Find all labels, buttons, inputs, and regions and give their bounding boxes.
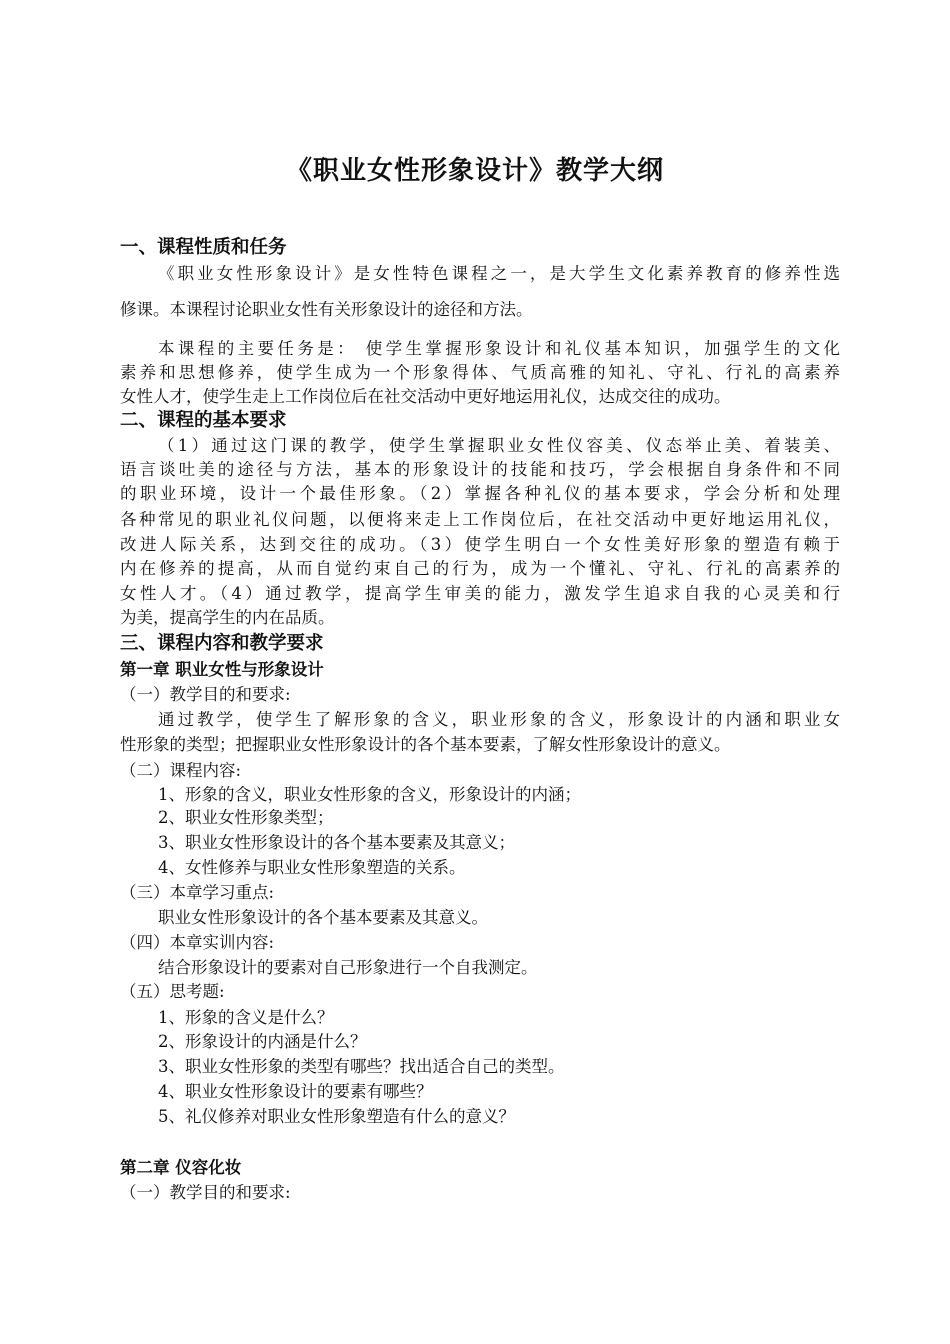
- paragraph-line: 为美，提高学生的内在品质。: [120, 608, 335, 627]
- paragraph-line: 修课。本课程讨论职业女性有关形象设计的途径和方法。: [120, 300, 533, 319]
- paragraph-line: 改进人际关系，达到交往的成功。（3）使学生明白一个女性美好形象的塑造有赖于: [120, 535, 840, 554]
- paragraph-line: 内在修养的提高，从而自觉约束自己的行为，成为一个懂礼、守礼、行礼的高素养的: [120, 559, 840, 578]
- list-item: 4、女性修养与职业女性形象塑造的关系。: [158, 858, 466, 877]
- paragraph-line: 职业女性形象设计的各个基本要素及其意义。: [158, 908, 488, 927]
- list-item: 3、职业女性形象的类型有哪些？找出适合自己的类型。: [158, 1057, 565, 1076]
- paragraph-line: 语言谈吐美的途径与方法，基本的形象设计的技能和技巧，学会根据自身条件和不同: [120, 460, 840, 479]
- subsection-label: （一）教学目的和要求:: [120, 1183, 291, 1202]
- chapter-2-heading: 第二章 仪容化妆: [120, 1158, 242, 1177]
- list-item: 2、形象设计的内涵是什么？: [158, 1032, 367, 1051]
- paragraph-line: 结合形象设计的要素对自己形象进行一个自我测定。: [158, 958, 538, 977]
- list-item: 1、形象的含义是什么？: [158, 1008, 334, 1027]
- subsection-label: （五）思考题:: [120, 982, 225, 1001]
- paragraph-line: 各种常见的职业礼仪问题，以便将来走上工作岗位后，在社交活动中更好地运用礼仪，: [120, 510, 840, 529]
- list-item: 4、职业女性形象设计的要素有哪些？: [158, 1082, 433, 1101]
- paragraph-line: 女性人才，使学生走上工作岗位后在社交活动中更好地运用礼仪，达成交往的成功。: [120, 387, 731, 406]
- paragraph-line: （1）通过这门课的教学，使学生掌握职业女性仪容美、仪态举止美、着装美、: [158, 436, 840, 455]
- section-1-heading: 一、课程性质和任务: [120, 237, 287, 258]
- list-item: 5、礼仪修养对职业女性形象塑造有什么的意义？: [158, 1107, 515, 1126]
- paragraph-line: 素养和思想修养，使学生成为一个形象得体、气质高雅的知礼、守礼、行礼的高素养: [120, 363, 840, 382]
- document-title: 《职业女性形象设计》教学大纲: [285, 156, 664, 186]
- section-2-heading: 二、课程的基本要求: [120, 410, 287, 431]
- paragraph-line: 的职业环境，设计一个最佳形象。（2）掌握各种礼仪的基本要求，学会分析和处理: [120, 484, 840, 503]
- paragraph-line: 性形象的类型；把握职业女性形象设计的各个基本要素，了解女性形象设计的意义。: [120, 735, 731, 754]
- list-item: 3、职业女性形象设计的各个基本要素及其意义；: [158, 833, 515, 852]
- subsection-label: （四）本章实训内容:: [120, 933, 275, 952]
- list-item: 2、职业女性形象类型；: [158, 808, 334, 827]
- list-item: 1、形象的含义，职业女性形象的含义，形象设计的内涵；: [158, 785, 581, 804]
- subsection-label: （二）课程内容:: [120, 761, 242, 780]
- subsection-label: （一）教学目的和要求:: [120, 685, 291, 704]
- paragraph-line: 女性人才。（4）通过教学，提高学生审美的能力，激发学生追求自我的心灵美和行: [120, 584, 840, 603]
- section-3-heading: 三、课程内容和教学要求: [120, 633, 324, 654]
- paragraph-line: 通过教学，使学生了解形象的含义，职业形象的含义，形象设计的内涵和职业女: [158, 710, 840, 729]
- paragraph-line: 《职业女性形象设计》是女性特色课程之一，是大学生文化素养教育的修养性选: [158, 264, 840, 283]
- subsection-label: （三）本章学习重点:: [120, 883, 275, 902]
- chapter-1-heading: 第一章 职业女性与形象设计: [120, 660, 324, 679]
- paragraph-line: 本课程的主要任务是： 使学生掌握形象设计和礼仪基本知识，加强学生的文化: [158, 339, 840, 358]
